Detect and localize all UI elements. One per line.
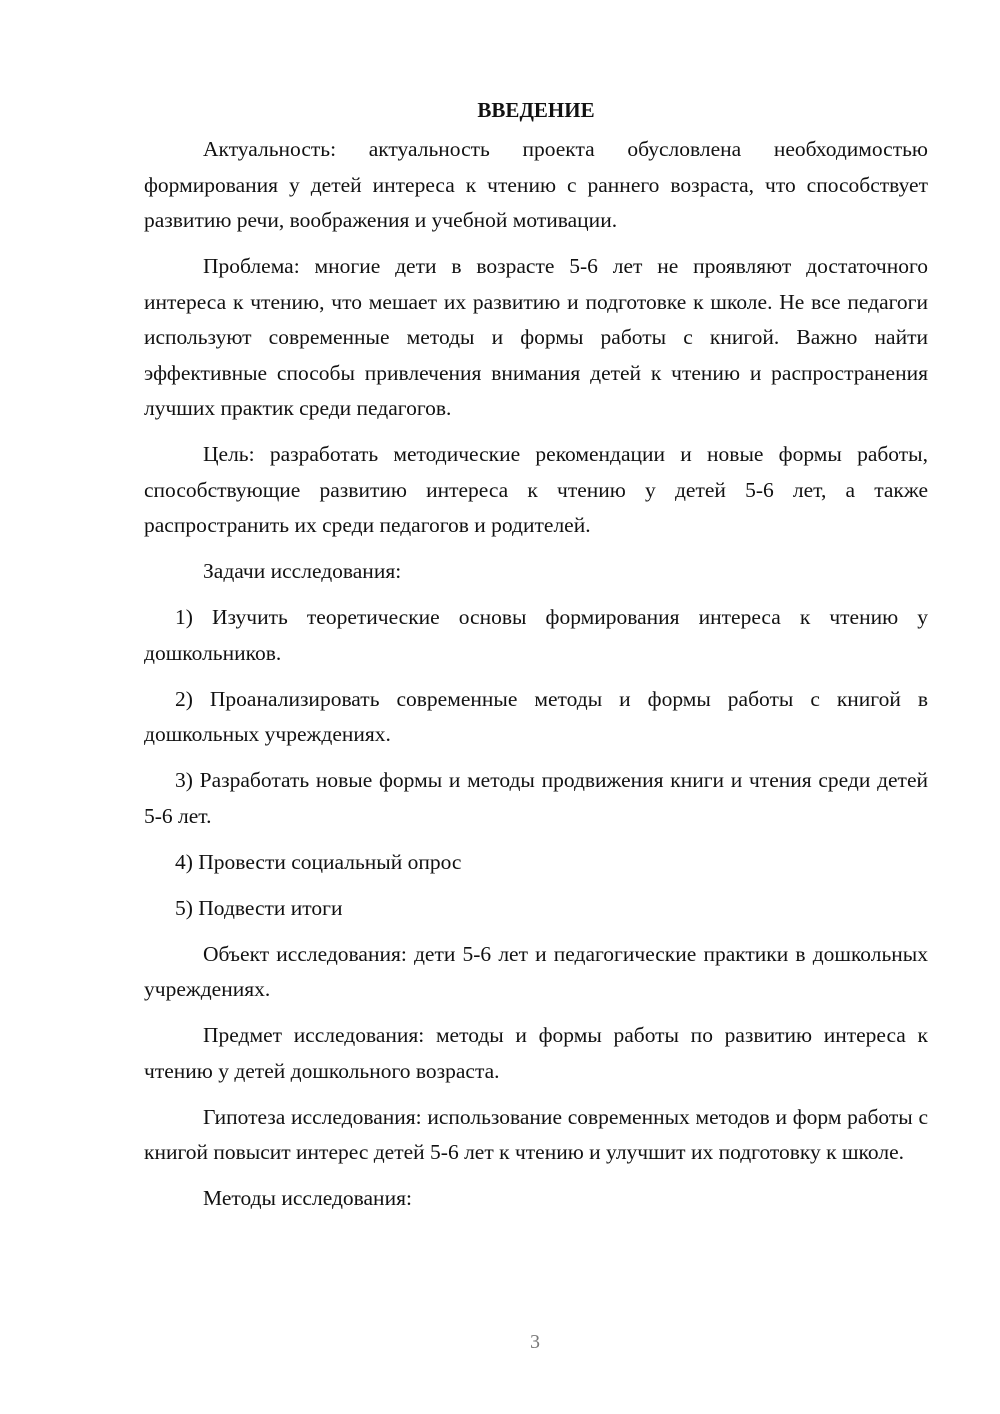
paragraph-methods: Методы исследования:: [203, 1186, 412, 1210]
task-item: 4) Провести социальный опрос: [175, 849, 462, 874]
paragraph-problem: Проблема: многие дети в возрасте 5-6 лет не проявляют достаточного интереса к чтению, что мешает их развитию и подготовке к школе. Не все педагоги используют современные методы и формы работы с книгой. Важно найти эффективные способы привлечения внимания детей к чтению и распространения лучших практик среди педагогов.: [144, 254, 928, 420]
paragraph-tasks-heading: Задачи исследования:: [203, 559, 402, 583]
paragraph-relevance: Актуальность: актуальность проекта обусловлена необходимостью формирования у детей интереса к чтению с раннего возраста, что способствует развитию речи, воображения и учебной мотивации.: [144, 137, 928, 232]
task-item: 1) Изучить теоретические основы формирования интереса к чтению у дошкольников.: [144, 605, 928, 665]
paragraph-object: Объект исследования: дети 5-6 лет и педагогические практики в дошкольных учреждениях.: [144, 941, 928, 1001]
task-item: 3) Разработать новые формы и методы продвижения книги и чтения среди детей 5-6 лет.: [144, 768, 928, 828]
paragraph-hypothesis: Гипотеза исследования: использование современных методов и форм работы с книгой повысит интерес детей 5-6 лет к чтению и улучшит их подготовку к школе.: [144, 1104, 928, 1164]
paragraph-goal: Цель: разработать методические рекомендации и новые формы работы, способствующие развитию интереса к чтению у детей 5-6 лет, а также распространить их среди педагогов и родителей.: [144, 442, 928, 537]
page-number: 3: [530, 1331, 540, 1353]
paragraph-subject: Предмет исследования: методы и формы работы по развитию интереса к чтению у детей дошкольного возраста.: [144, 1023, 928, 1083]
document-page: [144, 92, 928, 1227]
section-title: ВВЕДЕНИЕ: [477, 98, 595, 122]
task-item: 5) Подвести итоги: [175, 895, 343, 920]
task-item: 2) Проанализировать современные методы и формы работы с книгой в дошкольных учреждениях.: [144, 686, 928, 746]
